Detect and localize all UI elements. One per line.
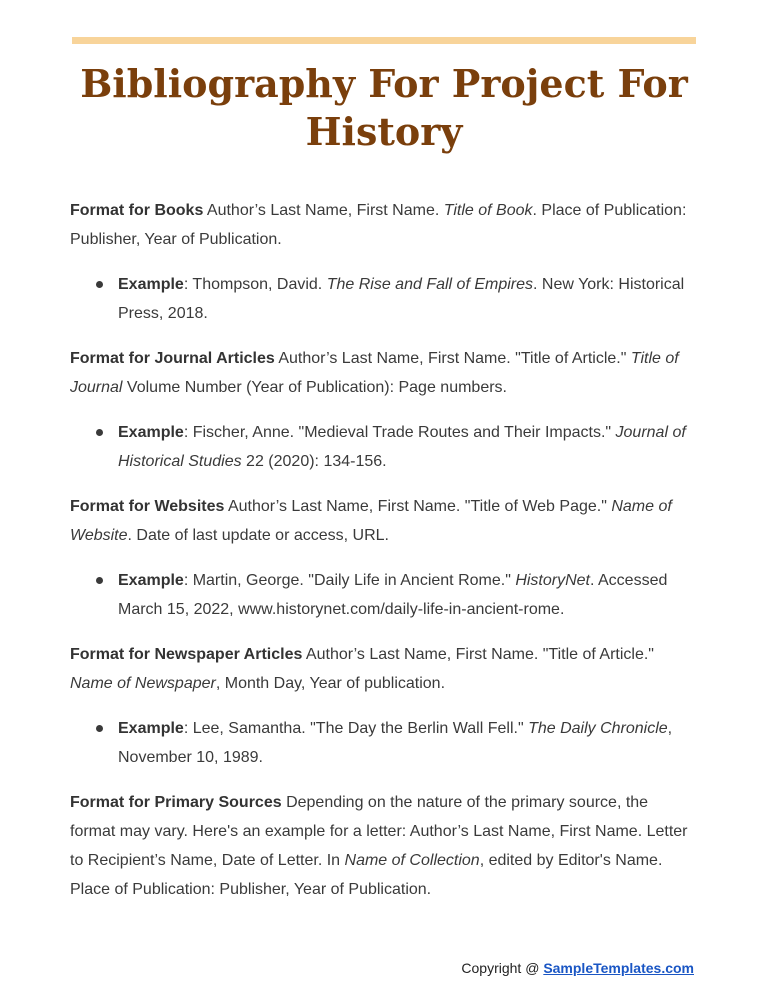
bullet-icon: [96, 429, 103, 436]
format-heading: Format for Newspaper Articles: [70, 646, 303, 663]
example-list: [70, 566, 696, 624]
bullet-icon: [96, 281, 103, 288]
example-list: [70, 270, 696, 328]
format-heading: Format for Primary Sources: [70, 794, 282, 811]
example-list: [70, 714, 696, 772]
example-list: [70, 418, 696, 476]
section-books: [70, 196, 696, 328]
format-primary-sources: Format for Primary Sources Depending on the nature of the primary source, the format may vary. Here's an example for a letter: Author’s Last Name, First Name. Letter to Recipient’s Name, Date of Letter. In Name of Collection, edited by Editor's Name. Place of Publication: Publisher, Year of Publication.: [70, 794, 688, 898]
format-heading: Format for Books: [70, 202, 204, 219]
example-item: Example: Lee, Samantha. "The Day the Berlin Wall Fell." The Daily Chronicle, November 10, 1989.: [70, 714, 696, 772]
format-newspaper-articles: Format for Newspaper Articles Author’s Last Name, First Name. "Title of Article." Name of Newspaper, Month Day, Year of publication.: [70, 646, 654, 692]
page-title: Bibliography For Project For History: [80, 61, 688, 154]
format-heading: Format for Journal Articles: [70, 350, 275, 367]
section-primary-sources: [70, 788, 696, 904]
example-item: Example: Thompson, David. The Rise and Fall of Empires. New York: Historical Press, 2018.: [70, 270, 696, 328]
format-books: Format for Books Author’s Last Name, First Name. Title of Book. Place of Publication: Publisher, Year of Publication.: [70, 202, 687, 248]
bullet-icon: [96, 725, 103, 732]
copyright-footer: Copyright @ SampleTemplates.com: [461, 960, 694, 976]
example-item: Example: Martin, George. "Daily Life in Ancient Rome." HistoryNet. Accessed March 15, 2022, www.historynet.com/daily-life-in-ancient-rome.: [70, 566, 696, 624]
bullet-icon: [96, 577, 103, 584]
format-heading: Format for Websites: [70, 498, 225, 515]
top-accent-bar: [72, 37, 696, 44]
bibliography-content: [70, 196, 696, 920]
format-journal-articles: Format for Journal Articles Author’s Last Name, First Name. "Title of Article." Title of Journal Volume Number (Year of Publication): Page numbers.: [70, 350, 679, 396]
format-websites: Format for Websites Author’s Last Name, First Name. "Title of Web Page." Name of Website. Date of last update or access, URL.: [70, 498, 672, 544]
section-journal-articles: [70, 344, 696, 476]
sampletemplates-link[interactable]: SampleTemplates.com: [543, 960, 694, 976]
example-item: Example: Fischer, Anne. "Medieval Trade Routes and Their Impacts." Journal of Historical Studies 22 (2020): 134-156.: [70, 418, 696, 476]
section-websites: [70, 492, 696, 624]
section-newspaper-articles: [70, 640, 696, 772]
